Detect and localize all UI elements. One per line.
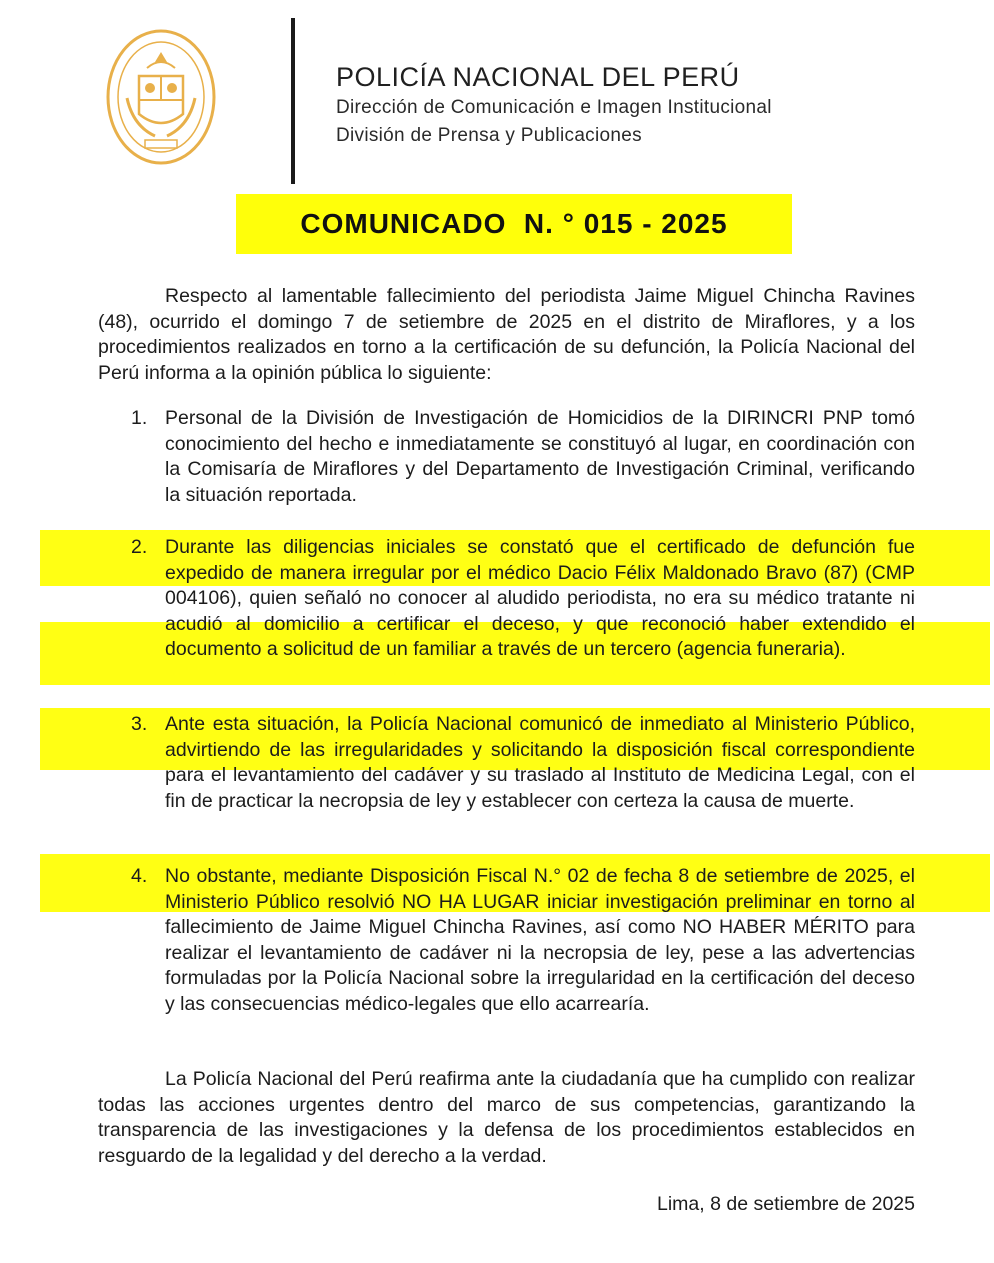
pnp-seal-icon bbox=[105, 28, 217, 166]
item-text: Personal de la División de Investigación de Homicidios de la DIRINCRI PNP tomó conocimiento del hecho e inmediatamente se constituyó al lugar, en coordinación con la Comisaría de Miraflores y del Departamento de Investigación Criminal, verificando la situación reportada. bbox=[165, 407, 915, 506]
document-title: COMUNICADO N. ° 015 - 2025 bbox=[300, 208, 728, 239]
item-number: 1. bbox=[131, 407, 148, 429]
organization-name: POLICÍA NACIONAL DEL PERÚ bbox=[336, 62, 740, 92]
closing-paragraph: La Policía Nacional del Perú reafirma ante la ciudadanía que ha cumplido con realizar todas las acciones urgentes dentro del marco de sus competencias, garantizando la transparencia de las investigaciones y la defensa de los procedimientos establecidos en resguardo de la legalidad y del derecho a la verdad. bbox=[98, 1068, 915, 1167]
item-number: 4. bbox=[131, 865, 148, 887]
intro-paragraph: Respecto al lamentable fallecimiento del periodista Jaime Miguel Chincha Ravines (48), ocurrido el domingo 7 de setiembre de 2025 en el distrito de Miraflores, y a los procedimientos realizados en torno a la certificación de su defunción, la Policía Nacional del Perú informa a la opinión pública lo siguiente: bbox=[98, 285, 915, 384]
division-name: División de Prensa y Publicaciones bbox=[336, 125, 642, 146]
list-item bbox=[131, 535, 915, 663]
organization-header bbox=[336, 60, 772, 150]
item-text: No obstante, mediante Disposición Fiscal N.° 02 de fecha 8 de setiembre de 2025, el Ministerio Público resolvió NO HA LUGAR iniciar investigación preliminar en torno al fallecimiento de Jaime Miguel Chincha Ravines, así como NO HABER MÉRITO para realizar el levantamiento de cadáver ni la necropsia de ley, pese a las advertencias formuladas por la Policía Nacional sobre la irregularidad en la certificación del deceso y las consecuencias médico-legales que ello acarrearía. bbox=[165, 865, 915, 1015]
item-number: 2. bbox=[131, 536, 148, 558]
list-item bbox=[131, 712, 915, 814]
item-text: Durante las diligencias iniciales se constató que el certificado de defunción fue expedido de manera irregular por el médico Dacio Félix Maldonado Bravo (87) (CMP 004106), quien señaló no conocer al aludido periodista, no era su médico tratante ni acudió al domicilio a certificar el deceso, y que reconoció haber extendido el documento a solicitud de un familiar a través de un tercero (agencia funeraria). bbox=[165, 536, 915, 660]
list-item bbox=[131, 864, 915, 1017]
directorate-name: Dirección de Comunicación e Imagen Institucional bbox=[336, 97, 772, 118]
list-item bbox=[131, 406, 915, 508]
header-divider bbox=[291, 18, 295, 184]
place-date: Lima, 8 de setiembre de 2025 bbox=[657, 1193, 915, 1215]
item-text: Ante esta situación, la Policía Nacional comunicó de inmediato al Ministerio Público, advirtiendo de las irregularidades y solicitando la disposición fiscal correspondiente para el levantamiento del cadáver y su traslado al Instituto de Medicina Legal, con el fin de practicar la necropsia de ley y establecer con certeza la causa de muerte. bbox=[165, 713, 915, 812]
title-banner bbox=[236, 194, 792, 254]
item-number: 3. bbox=[131, 713, 148, 735]
